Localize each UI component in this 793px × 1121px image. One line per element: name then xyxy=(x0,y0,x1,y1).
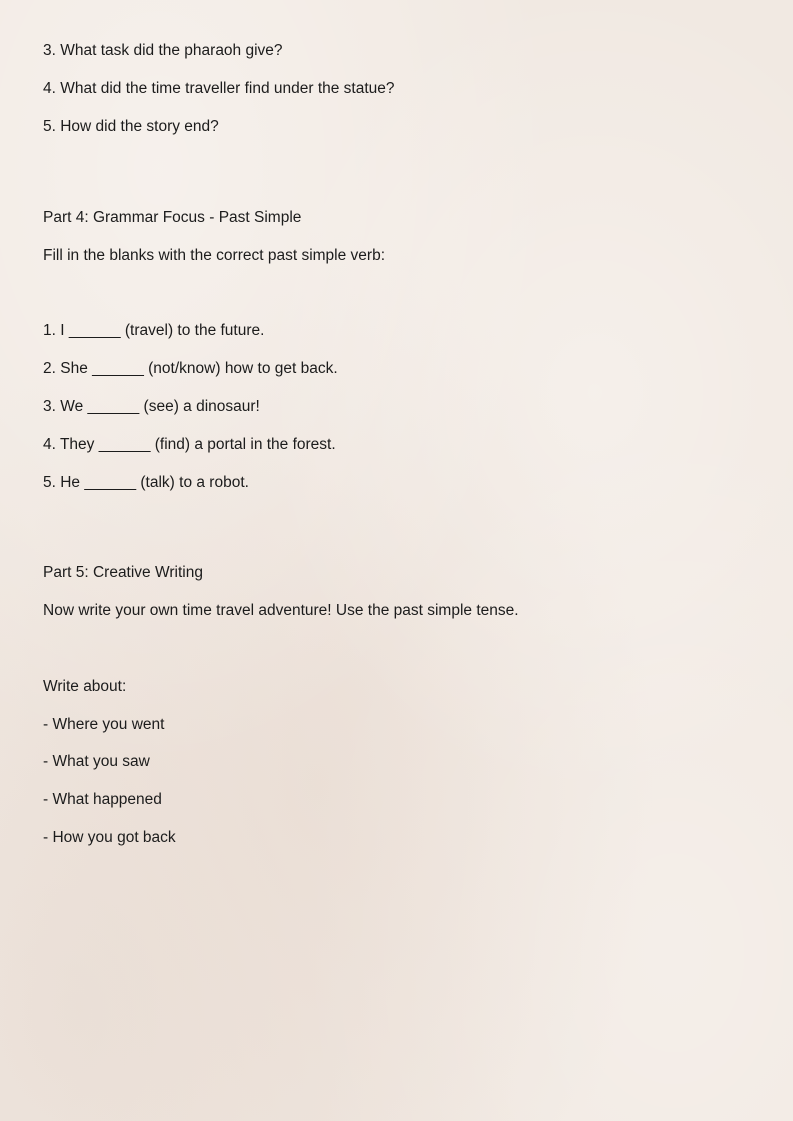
part4-instruction: Fill in the blanks with the correct past simple verb: xyxy=(43,247,385,264)
writing-prompt-3: - What happened xyxy=(43,791,162,808)
writing-prompt-2: - What you saw xyxy=(43,753,150,770)
grammar-item-3: 3. We ______ (see) a dinosaur! xyxy=(43,398,260,415)
grammar-item-2: 2. She ______ (not/know) how to get back. xyxy=(43,360,338,377)
grammar-item-5: 5. He ______ (talk) to a robot. xyxy=(43,474,249,491)
part5-heading: Part 5: Creative Writing xyxy=(43,564,203,581)
writing-prompt-4: - How you got back xyxy=(43,829,176,846)
writing-prompt-1: - Where you went xyxy=(43,716,165,733)
grammar-item-1: 1. I ______ (travel) to the future. xyxy=(43,322,265,339)
comprehension-question-5: 5. How did the story end? xyxy=(43,118,219,135)
write-about-label: Write about: xyxy=(43,678,127,695)
comprehension-question-4: 4. What did the time traveller find under the statue? xyxy=(43,80,395,97)
comprehension-question-3: 3. What task did the pharaoh give? xyxy=(43,42,283,59)
part4-heading: Part 4: Grammar Focus - Past Simple xyxy=(43,209,302,226)
grammar-item-4: 4. They ______ (find) a portal in the forest. xyxy=(43,436,336,453)
part5-instruction: Now write your own time travel adventure! Use the past simple tense. xyxy=(43,602,519,619)
